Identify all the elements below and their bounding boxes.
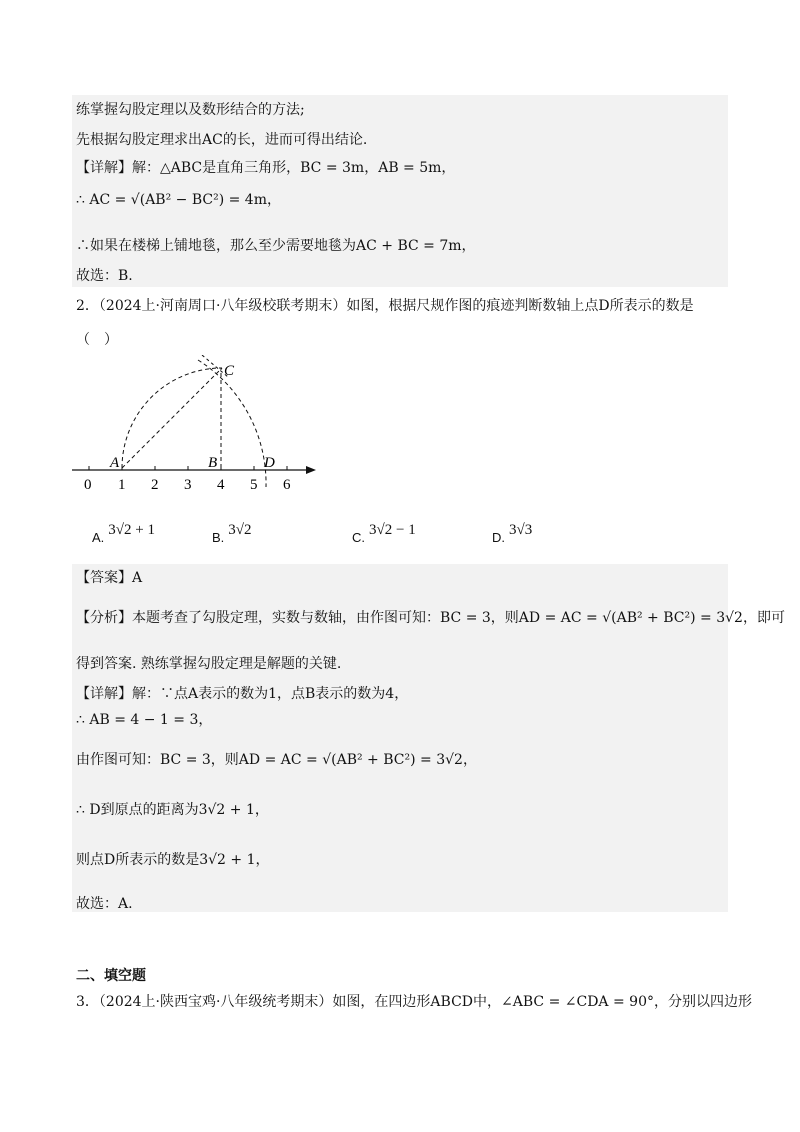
question-2-blank: （ ） xyxy=(76,332,118,348)
solution-line-5: ∴如果在楼梯上铺地毯，那么至少需要地毯为AC + BC = 7m， xyxy=(76,238,476,254)
tick-label-0: 0 xyxy=(84,477,92,493)
tick-label-4: 4 xyxy=(217,477,225,493)
section-heading: 二、填空题 xyxy=(76,968,146,984)
number-line-figure xyxy=(68,355,328,495)
axis-arrow-icon xyxy=(306,466,316,474)
detail-line-1: 【详解】解：∵点A表示的数为1，点B表示的数为4， xyxy=(76,686,409,702)
point-label-c: C xyxy=(224,363,235,379)
solution-line-3: 【详解】解：△ABC是直角三角形，BC = 3m，AB = 5m， xyxy=(76,160,456,176)
option-b-letter: B. xyxy=(212,530,225,545)
option-a-letter: A. xyxy=(92,530,105,545)
analysis-line-2: 得到答案. 熟练掌握勾股定理是解题的关键. xyxy=(76,656,342,672)
option-b[interactable] xyxy=(212,522,252,547)
detail-line-3: 由作图可知：BC = 3，则AD = AC = √(AB² + BC²) = 3√2， xyxy=(76,752,477,768)
question-2-stem: 2．（2024上·河南周口·八年级校联考期末）如图，根据尺规作图的痕迹判断数轴上点D所表示的数是 xyxy=(76,298,694,314)
point-label-b: B xyxy=(208,455,218,471)
option-d-value: 3√3 xyxy=(509,522,533,538)
detail-line-4: ∴ D到原点的距离为3√2 + 1， xyxy=(76,802,269,818)
option-c-value: 3√2 − 1 xyxy=(369,522,416,538)
option-d[interactable] xyxy=(492,522,533,547)
detail-line-6: 故选：A. xyxy=(76,896,133,912)
solution-line-2: 先根据勾股定理求出AC的长，进而可得出结论. xyxy=(76,132,368,148)
detail-line-5: 则点D所表示的数是3√2 + 1， xyxy=(76,852,270,868)
tick-label-5: 5 xyxy=(250,477,258,493)
tick-label-3: 3 xyxy=(184,477,192,493)
option-c-letter: C. xyxy=(352,530,365,545)
point-label-d: D xyxy=(264,455,275,471)
tick-label-6: 6 xyxy=(283,477,291,493)
solution-line-6: 故选：B. xyxy=(76,268,133,284)
point-label-a: A xyxy=(110,455,120,471)
detail-line-2: ∴ AB = 4 − 1 = 3， xyxy=(76,712,213,728)
option-a-value: 3√2 + 1 xyxy=(108,522,155,538)
answer-label: 【答案】A xyxy=(76,570,143,586)
solution-line-1: 练掌握勾股定理以及数形结合的方法; xyxy=(76,102,305,118)
tick-label-1: 1 xyxy=(118,477,126,493)
solution-line-4: ∴ AC = √(AB² − BC²) = 4m， xyxy=(76,192,281,208)
question-3-stem: 3．（2024上·陕西宝鸡·八年级统考期末）如图，在四边形ABCD中，∠ABC = ∠CDA = 90°，分别以四边形 xyxy=(76,994,752,1010)
tick-label-2: 2 xyxy=(151,477,159,493)
option-b-value: 3√2 xyxy=(228,522,252,538)
option-c[interactable] xyxy=(352,522,416,547)
hypotenuse-ac xyxy=(122,368,222,468)
option-d-letter: D. xyxy=(492,530,505,545)
analysis-line-1: 【分析】本题考查了勾股定理，实数与数轴，由作图可知：BC = 3，则AD = AC = √(AB² + BC²) = 3√2，即可 xyxy=(76,610,785,626)
option-a[interactable] xyxy=(92,522,155,547)
